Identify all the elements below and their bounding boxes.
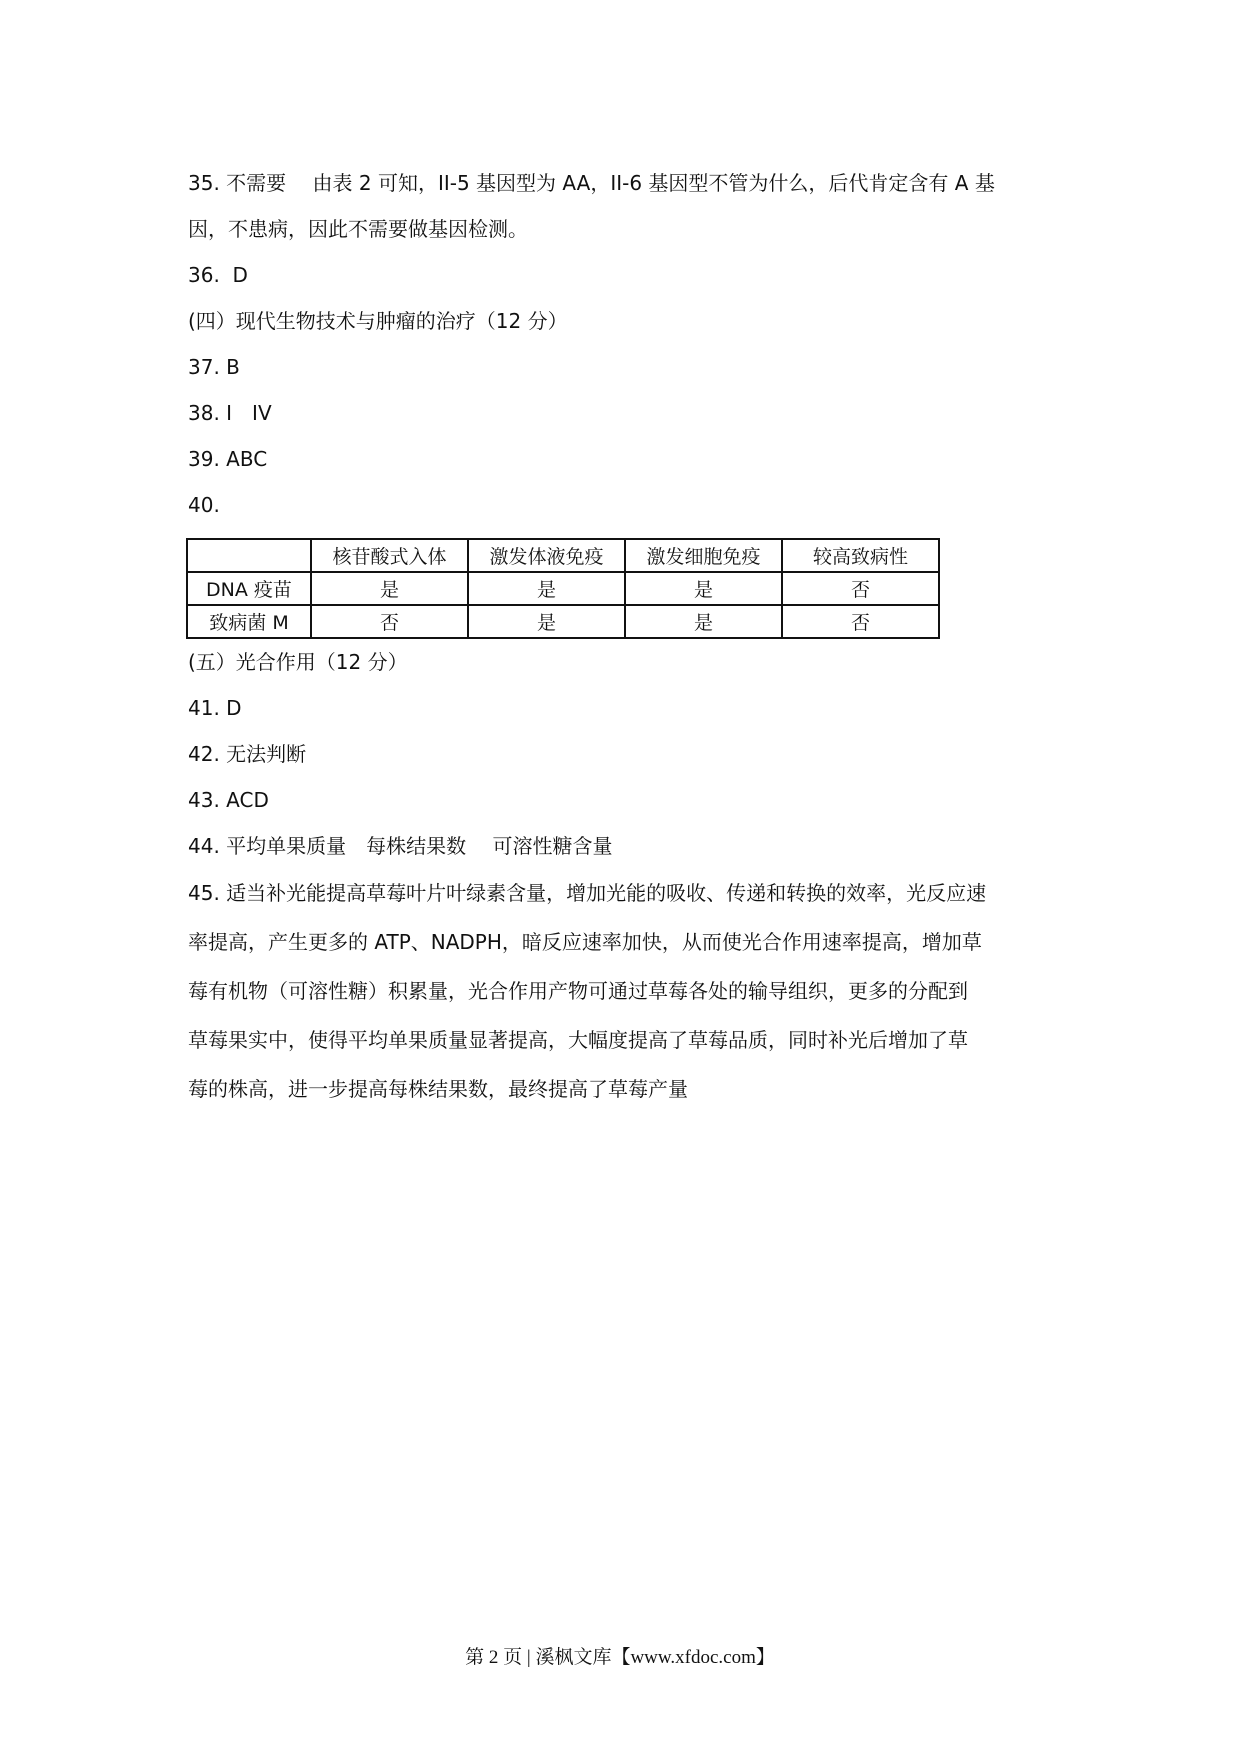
table-header-row (187, 539, 939, 572)
table-header-cell: 较高致病性 (782, 539, 939, 572)
answer-38: 38. I IV (188, 401, 272, 425)
answer-40: 40. (188, 493, 220, 517)
answer-39: 39. ABC (188, 447, 268, 471)
answer-45-line1: 45. 适当补光能提高草莓叶片叶绿素含量，增加光能的吸收、传递和转换的效率，光反应速 (188, 881, 987, 905)
answer-45-line4: 草莓果实中，使得平均单果质量显著提高，大幅度提高了草莓品质，同时补光后增加了草 (188, 1028, 968, 1052)
answer-45-line3: 莓有机物（可溶性糖）积累量，光合作用产物可通过草莓各处的输导组织，更多的分配到 (188, 979, 968, 1003)
table-cell: 否 (782, 605, 939, 638)
table-header-cell (187, 539, 311, 572)
table-header-cell: 激发体液免疫 (468, 539, 625, 572)
table-cell: 是 (625, 605, 782, 638)
answer-36: 36. D (188, 263, 248, 287)
answer-45-line2: 率提高，产生更多的 ATP、NADPH，暗反应速率加快，从而使光合作用速率提高，增加草 (188, 930, 982, 954)
table-cell: DNA 疫苗 (187, 572, 311, 605)
answer-45-line5: 莓的株高，进一步提高每株结果数，最终提高了草莓产量 (188, 1077, 688, 1101)
table-cell: 是 (468, 572, 625, 605)
table-cell: 是 (311, 572, 468, 605)
table-row (187, 572, 939, 605)
answer-41: 41. D (188, 696, 242, 720)
page-content (188, 160, 1068, 1114)
answer-42: 42. 无法判断 (188, 742, 307, 766)
page-footer: 第 2 页 | 溪枫文库【www.xfdoc.com】 (465, 1647, 775, 1668)
answer-37: 37. B (188, 355, 240, 379)
table-header-cell: 激发细胞免疫 (625, 539, 782, 572)
section-4-heading: (四）现代生物技术与肿瘤的治疗（12 分） (188, 309, 568, 333)
table-cell: 否 (311, 605, 468, 638)
table-cell: 是 (625, 572, 782, 605)
answer-35-line2: 因，不患病，因此不需要做基因检测。 (188, 217, 528, 241)
answer-35-line1: 35. 不需要 由表 2 可知，II-5 基因型为 AA，II-6 基因型不管为什么，后代肯定含有 A 基 (188, 171, 995, 195)
table-cell: 是 (468, 605, 625, 638)
section-5-heading: (五）光合作用（12 分） (188, 650, 408, 674)
table-row (187, 605, 939, 638)
table-cell: 致病菌 M (187, 605, 311, 638)
table-cell: 否 (782, 572, 939, 605)
answer-44: 44. 平均单果质量 每株结果数 可溶性糖含量 (188, 834, 613, 858)
table-header-cell: 核苷酸式入体 (311, 539, 468, 572)
answer-40-table (186, 538, 940, 639)
answer-43: 43. ACD (188, 788, 269, 812)
